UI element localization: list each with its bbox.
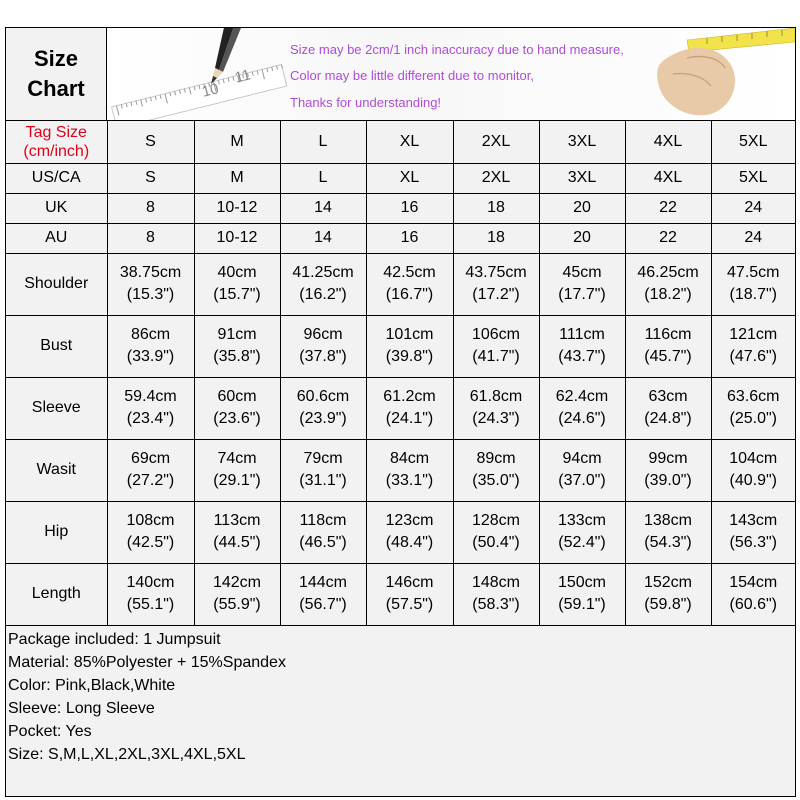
region-value-cell: M [194, 163, 280, 193]
measurement-cell [625, 501, 711, 563]
chart-title-line-1: Size [33, 46, 78, 71]
measurement-inch: (16.2") [299, 286, 347, 303]
size-header-cell: 5XL [711, 121, 795, 163]
measurement-inch: (17.7") [558, 286, 606, 303]
measurement-inch: (45.7") [644, 348, 692, 365]
measurement-inch: (23.6") [213, 410, 261, 427]
product-details [6, 625, 795, 766]
region-value-cell: 16 [366, 193, 453, 223]
measurement-cm: 41.25cm [292, 264, 354, 281]
measurement-cell [194, 253, 280, 315]
measurement-cell [107, 315, 194, 377]
measurement-cell [711, 439, 795, 501]
region-value-cell: 14 [280, 193, 366, 223]
detail-color: Color: Pink,Black,White [8, 677, 176, 694]
measurement-cell [107, 563, 194, 625]
measurement-inch: (15.7") [213, 286, 261, 303]
region-value-cell: 8 [107, 223, 194, 253]
measurement-inch: (17.2") [472, 286, 520, 303]
measurement-cell [453, 315, 539, 377]
measurement-cm: 104cm [729, 450, 778, 467]
measurement-cell [366, 563, 453, 625]
measurement-cell [194, 563, 280, 625]
measurement-cm: 152cm [643, 574, 693, 591]
tag-size-row [6, 121, 795, 163]
region-value-cell: 16 [366, 223, 453, 253]
measurement-inch: (57.5") [385, 596, 434, 613]
measurement-cell [107, 377, 194, 439]
measurement-inch: (23.9") [299, 410, 347, 427]
measurement-cm: 94cm [562, 450, 602, 467]
region-row [6, 223, 795, 253]
measurement-cm: 101cm [385, 326, 434, 343]
measurement-cm: 113cm [213, 512, 261, 529]
measurement-inch: (29.1") [213, 472, 261, 489]
measurement-cell [453, 253, 539, 315]
measurement-cell [366, 315, 453, 377]
measurement-cm: 42.5cm [383, 264, 436, 281]
measurement-inch: (46.5") [299, 534, 347, 551]
measurement-cm: 121cm [729, 326, 778, 343]
ruler-number-11: 11 [233, 66, 253, 87]
measurement-cell [280, 315, 366, 377]
region-label: US/CA [6, 163, 107, 193]
measurement-cm: 61.2cm [383, 388, 436, 405]
measurement-inch: (39.0") [644, 472, 692, 489]
measurement-label: Shoulder [6, 253, 107, 315]
measurement-inch: (39.8") [385, 348, 434, 365]
region-value-cell: 10-12 [194, 223, 280, 253]
measurement-cell [539, 501, 625, 563]
measurement-cm: 144cm [298, 574, 348, 591]
measurement-inch: (18.2") [644, 286, 692, 303]
measurement-cell [625, 563, 711, 625]
measurement-cm: 128cm [471, 512, 521, 529]
measurement-cell [711, 253, 795, 315]
region-value-cell: 3XL [539, 163, 625, 193]
measurement-inch: (18.7") [729, 286, 777, 303]
measurement-inch: (44.5") [213, 534, 261, 551]
measurement-cm: 111cm [559, 326, 605, 343]
measurement-cm: 138cm [643, 512, 693, 529]
measurement-cell [366, 377, 453, 439]
chart-header [6, 28, 795, 121]
detail-pocket: Pocket: Yes [8, 723, 92, 740]
measurement-cell [280, 377, 366, 439]
measurement-inch: (48.4") [385, 534, 434, 551]
measurement-cell [107, 253, 194, 315]
measurement-cm: 118cm [299, 512, 347, 529]
size-header-cell: M [194, 121, 280, 163]
measurement-cm: 69cm [130, 450, 171, 467]
measurement-cell [625, 377, 711, 439]
measurement-cm: 106cm [471, 326, 521, 343]
measurement-inch: (25.0") [729, 410, 777, 427]
measurement-cell [280, 253, 366, 315]
note-thanks: Thanks for understanding! [290, 95, 442, 110]
measurement-inch: (59.8") [644, 596, 692, 613]
measurement-inch: (35.0") [472, 472, 520, 489]
measurement-banner [107, 28, 795, 120]
measurement-cell [711, 377, 795, 439]
region-value-cell: XL [366, 163, 453, 193]
measurement-cm: 116cm [644, 326, 692, 343]
measurement-inch: (24.1") [385, 410, 434, 427]
measurement-inch: (35.8") [213, 348, 261, 365]
measurement-row [6, 439, 795, 501]
measurement-cm: 38.75cm [119, 264, 182, 281]
measurement-cm: 142cm [212, 574, 262, 591]
measurement-cm: 60cm [217, 388, 257, 405]
measurement-inch: (55.9") [213, 596, 261, 613]
measurement-cell [194, 377, 280, 439]
measurement-cm: 79cm [303, 450, 343, 467]
region-value-cell: 20 [539, 223, 625, 253]
size-header-cell: S [107, 121, 194, 163]
measurement-cm: 63cm [648, 388, 688, 405]
measurement-label: Hip [6, 501, 107, 563]
measurement-cm: 74cm [217, 450, 257, 467]
region-value-cell: 8 [107, 193, 194, 223]
note-hand-measure: Size may be 2cm/1 inch inaccuracy due to hand measure, [290, 42, 624, 57]
detail-sleeve: Sleeve: Long Sleeve [8, 700, 155, 717]
measurement-row [6, 501, 795, 563]
measurement-row [6, 315, 795, 377]
measurement-cell [539, 315, 625, 377]
measurement-cell [280, 439, 366, 501]
measurement-cell [625, 315, 711, 377]
measurement-label: Bust [6, 315, 107, 377]
measurement-cm: 84cm [389, 450, 430, 467]
size-header-cell: 3XL [539, 121, 625, 163]
region-value-cell: S [107, 163, 194, 193]
measurement-cell [107, 501, 194, 563]
region-value-cell: 18 [453, 193, 539, 223]
size-header-cell: XL [366, 121, 453, 163]
measurement-cell [453, 377, 539, 439]
tag-size-label-line-1: Tag Size [25, 123, 87, 141]
measurement-cell [366, 501, 453, 563]
measurement-cm: 108cm [126, 512, 175, 529]
measurement-inch: (50.4") [472, 534, 520, 551]
measurement-cell [107, 439, 194, 501]
measurement-inch: (43.7") [558, 348, 606, 365]
measurement-inch: (37.8") [299, 348, 347, 365]
region-value-cell: L [280, 163, 366, 193]
measurement-label: Wasit [6, 439, 107, 501]
measurement-cell [280, 563, 366, 625]
measurement-cell [539, 563, 625, 625]
measurement-cm: 148cm [471, 574, 521, 591]
measurement-cm: 46.25cm [637, 264, 699, 281]
detail-sizes: Size: S,M,L,XL,2XL,3XL,4XL,5XL [8, 746, 246, 763]
region-value-cell: 24 [711, 223, 795, 253]
region-value-cell: 24 [711, 193, 795, 223]
measurement-row [6, 253, 795, 315]
region-row [6, 163, 795, 193]
measurement-inch: (33.9") [126, 348, 175, 365]
measurement-cell [366, 253, 453, 315]
measurement-inch: (33.1") [385, 472, 434, 489]
region-label: UK [6, 193, 107, 223]
ruler-number-10: 10 [200, 80, 221, 101]
measurement-cell [539, 377, 625, 439]
measurement-inch: (37.0") [558, 472, 606, 489]
measurement-inch: (24.3") [472, 410, 520, 427]
measurement-inch: (55.1") [126, 596, 175, 613]
measurement-cell [711, 315, 795, 377]
measurement-inch: (47.6") [729, 348, 777, 365]
hand-icon [657, 48, 735, 115]
measurement-cm: 47.5cm [727, 264, 780, 281]
measurement-inch: (31.1") [299, 472, 347, 489]
measurement-cm: 59.4cm [124, 388, 177, 405]
region-value-cell: 22 [625, 223, 711, 253]
region-value-cell: 18 [453, 223, 539, 253]
measurement-inch: (54.3") [644, 534, 692, 551]
region-value-cell: 4XL [625, 163, 711, 193]
measurement-cm: 123cm [385, 512, 434, 529]
measurement-cell [453, 501, 539, 563]
measurement-cm: 154cm [729, 574, 778, 591]
measurement-cell [625, 439, 711, 501]
measurement-inch: (59.1") [558, 596, 606, 613]
size-header-cell: L [280, 121, 366, 163]
chart-title [6, 28, 107, 120]
region-value-cell: 20 [539, 193, 625, 223]
measurement-cm: 62.4cm [555, 388, 609, 405]
measurement-inch: (16.7") [385, 286, 434, 303]
measurement-cell [539, 253, 625, 315]
measurement-label: Sleeve [6, 377, 107, 439]
measurement-cell [453, 439, 539, 501]
size-header-cell: 2XL [453, 121, 539, 163]
region-row [6, 193, 795, 223]
measurement-inch: (60.6") [729, 596, 777, 613]
measurement-inch: (58.3") [472, 596, 520, 613]
measurement-cell [280, 501, 366, 563]
measurement-cell [453, 563, 539, 625]
measurement-cm: 86cm [130, 326, 171, 343]
measurement-cm: 140cm [126, 574, 175, 591]
measurement-cm: 61.8cm [469, 388, 523, 405]
measurement-inch: (40.9") [729, 472, 777, 489]
measurement-cm: 96cm [303, 326, 343, 343]
measurement-cell [711, 501, 795, 563]
measurement-cell [194, 439, 280, 501]
tag-size-label-line-2: (cm/inch) [23, 142, 90, 160]
measurement-cell [194, 501, 280, 563]
measurement-cm: 89cm [476, 450, 516, 467]
region-value-cell: 2XL [453, 163, 539, 193]
measurement-inch: (42.5") [126, 534, 175, 551]
measurement-cm: 133cm [557, 512, 607, 529]
measurement-cell [194, 315, 280, 377]
measurement-cm: 45cm [562, 264, 602, 281]
size-header-cell: 4XL [625, 121, 711, 163]
measurement-cell [539, 439, 625, 501]
measurement-inch: (56.7") [299, 596, 347, 613]
region-value-cell: 14 [280, 223, 366, 253]
measurement-label: Length [6, 563, 107, 625]
region-value-cell: 10-12 [194, 193, 280, 223]
size-chart-sheet [5, 27, 796, 797]
measurement-inch: (27.2") [126, 472, 175, 489]
measurement-cm: 99cm [648, 450, 688, 467]
measurement-row [6, 377, 795, 439]
measurement-cm: 146cm [385, 574, 434, 591]
detail-package: Package included: 1 Jumpsuit [8, 631, 221, 648]
measurement-cell [625, 253, 711, 315]
measurement-cell [711, 563, 795, 625]
measurement-inch: (15.3") [126, 286, 175, 303]
measurement-row [6, 563, 795, 625]
measurement-inch: (24.6") [558, 410, 606, 427]
measurement-cm: 91cm [217, 326, 257, 343]
measurement-inch: (56.3") [729, 534, 777, 551]
measurement-cm: 40cm [217, 264, 257, 281]
measurement-inch: (41.7") [472, 348, 520, 365]
measurement-cm: 150cm [557, 574, 607, 591]
measurement-cm: 143cm [729, 512, 778, 529]
measurement-cm: 60.6cm [296, 388, 350, 405]
measurement-cell [366, 439, 453, 501]
size-table [6, 121, 795, 626]
measurement-inch: (23.4") [126, 410, 175, 427]
region-value-cell: 22 [625, 193, 711, 223]
tag-size-label [6, 121, 107, 163]
detail-material: Material: 85%Polyester + 15%Spandex [8, 654, 286, 671]
measurement-inch: (24.8") [644, 410, 692, 427]
measurement-inch: (52.4") [558, 534, 606, 551]
region-label: AU [6, 223, 107, 253]
measurement-cm: 63.6cm [727, 388, 780, 405]
measurement-cm: 43.75cm [465, 264, 527, 281]
note-monitor-color: Color may be little different due to monitor, [290, 68, 534, 83]
region-value-cell: 5XL [711, 163, 795, 193]
chart-title-line-2: Chart [27, 76, 85, 101]
